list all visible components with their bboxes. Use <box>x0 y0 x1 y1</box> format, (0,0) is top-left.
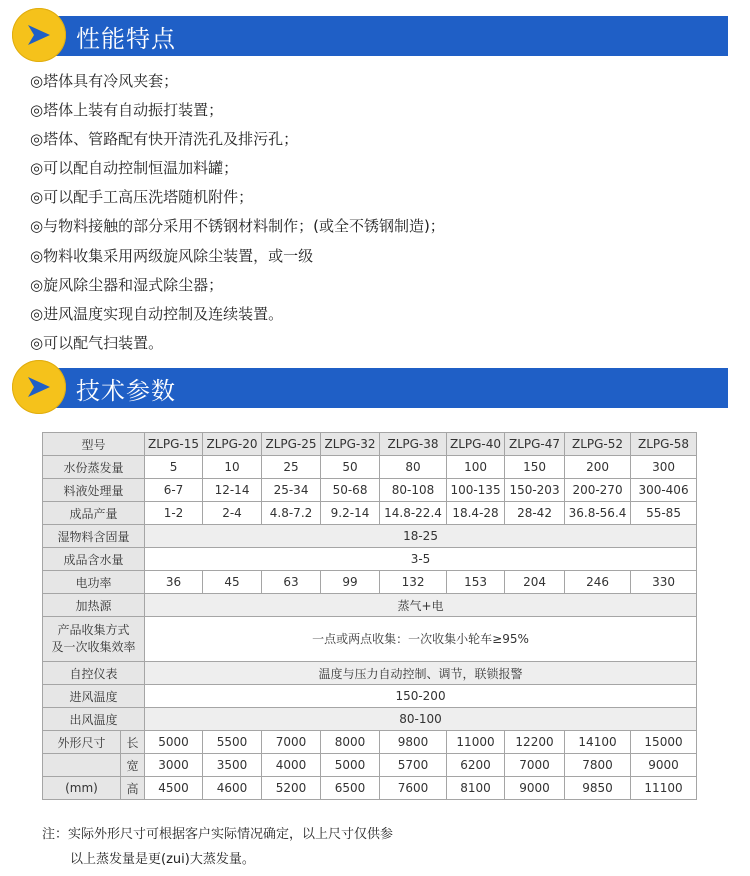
row-label-line: 及一次收集效率 <box>51 640 136 654</box>
table-cell: 1-2 <box>145 502 203 525</box>
table-cell: 15000 <box>631 731 697 754</box>
table-cell: 6-7 <box>145 479 203 502</box>
table-row <box>43 731 697 754</box>
table-cell: 9800 <box>380 731 447 754</box>
row-sublabel: 宽 <box>121 754 145 777</box>
spec-table <box>42 432 697 800</box>
model-cell: ZLPG-40 <box>447 433 505 456</box>
table-row <box>43 617 697 662</box>
table-cell: 5200 <box>262 777 321 800</box>
arrow-badge-icon <box>12 360 66 414</box>
features-header <box>12 8 728 64</box>
model-cell: ZLPG-20 <box>203 433 262 456</box>
row-label: 自控仪表 <box>43 662 145 685</box>
row-label: 进风温度 <box>43 685 145 708</box>
merged-cell: 18-25 <box>145 525 697 548</box>
table-cell: 9000 <box>631 754 697 777</box>
merged-cell: 一点或两点收集：一次收集小轮车≥95% <box>145 617 697 662</box>
merged-cell: 蒸气+电 <box>145 594 697 617</box>
table-cell: 4000 <box>262 754 321 777</box>
model-cell: ZLPG-32 <box>321 433 380 456</box>
table-cell: 7600 <box>380 777 447 800</box>
table-row <box>43 754 697 777</box>
table-cell: 25-34 <box>262 479 321 502</box>
table-cell: 18.4-28 <box>447 502 505 525</box>
table-cell: 7000 <box>505 754 565 777</box>
table-cell: 80-108 <box>380 479 447 502</box>
table-row <box>43 502 697 525</box>
table-cell: 10 <box>203 456 262 479</box>
table-cell: 3000 <box>145 754 203 777</box>
table-cell: 246 <box>565 571 631 594</box>
table-cell: 11000 <box>447 731 505 754</box>
feature-item: ◎与物料接触的部分采用不锈钢材料制作；(或全不锈钢制造)； <box>30 217 445 236</box>
row-label: 加热源 <box>43 594 145 617</box>
table-row <box>43 433 697 456</box>
footnote <box>42 822 393 872</box>
table-cell: 5700 <box>380 754 447 777</box>
table-cell: 25 <box>262 456 321 479</box>
model-cell: ZLPG-52 <box>565 433 631 456</box>
table-cell: 9850 <box>565 777 631 800</box>
table-cell: 9.2-14 <box>321 502 380 525</box>
row-label <box>43 617 145 662</box>
params-header <box>12 360 728 416</box>
table-cell: 28-42 <box>505 502 565 525</box>
row-sublabel: 高 <box>121 777 145 800</box>
table-cell: 330 <box>631 571 697 594</box>
table-row <box>43 662 697 685</box>
table-cell: 4500 <box>145 777 203 800</box>
table-cell: 14.8-22.4 <box>380 502 447 525</box>
table-cell: 150-203 <box>505 479 565 502</box>
table-cell: 45 <box>203 571 262 594</box>
merged-cell: 3-5 <box>145 548 697 571</box>
model-cell: ZLPG-38 <box>380 433 447 456</box>
row-label: (mm) <box>43 777 121 800</box>
section-title: 技术参数 <box>76 377 176 405</box>
row-label: 成品含水量 <box>43 548 145 571</box>
table-cell: 4600 <box>203 777 262 800</box>
table-row <box>43 479 697 502</box>
footnote-line: 以上蒸发量是更(zui)大蒸发量。 <box>70 852 255 867</box>
table-cell: 80 <box>380 456 447 479</box>
table-cell: 12200 <box>505 731 565 754</box>
table-cell: 200 <box>565 456 631 479</box>
table-cell: 6200 <box>447 754 505 777</box>
table-cell: 7000 <box>262 731 321 754</box>
table-row <box>43 708 697 731</box>
table-row <box>43 456 697 479</box>
table-cell: 100-135 <box>447 479 505 502</box>
table-row <box>43 685 697 708</box>
model-cell: ZLPG-25 <box>262 433 321 456</box>
table-cell: 5500 <box>203 731 262 754</box>
table-cell: 99 <box>321 571 380 594</box>
table-cell: 8000 <box>321 731 380 754</box>
row-label: 电功率 <box>43 571 145 594</box>
table-cell: 14100 <box>565 731 631 754</box>
table-cell: 50 <box>321 456 380 479</box>
row-label: 外形尺寸 <box>43 731 121 754</box>
features-list <box>30 67 445 358</box>
table-cell: 100 <box>447 456 505 479</box>
table-cell: 55-85 <box>631 502 697 525</box>
model-cell: ZLPG-58 <box>631 433 697 456</box>
table-cell: 36.8-56.4 <box>565 502 631 525</box>
table-cell: 300 <box>631 456 697 479</box>
arrow-badge-icon <box>12 8 66 62</box>
feature-item: ◎塔体上装有自动振打装置； <box>30 101 224 120</box>
feature-item: ◎可以配气扫装置。 <box>30 333 164 352</box>
table-cell: 8100 <box>447 777 505 800</box>
merged-cell: 80-100 <box>145 708 697 731</box>
row-label: 水份蒸发量 <box>43 456 145 479</box>
row-sublabel: 长 <box>121 731 145 754</box>
feature-item: ◎进风温度实现自动控制及连续装置。 <box>30 304 284 323</box>
feature-item: ◎可以配自动控制恒温加料罐； <box>30 159 239 178</box>
row-label: 成品产量 <box>43 502 145 525</box>
table-cell: 300-406 <box>631 479 697 502</box>
row-label: 料液处理量 <box>43 479 145 502</box>
table-cell: 7800 <box>565 754 631 777</box>
table-cell: 2-4 <box>203 502 262 525</box>
table-cell: 11100 <box>631 777 697 800</box>
row-label-empty <box>43 754 121 777</box>
table-cell: 204 <box>505 571 565 594</box>
footnote-line: 注：实际外形尺寸可根据客户实际情况确定，以上尺寸仅供参 <box>42 827 394 842</box>
feature-item: ◎塔体具有冷风夹套； <box>30 72 179 90</box>
table-cell: 153 <box>447 571 505 594</box>
table-cell: 200-270 <box>565 479 631 502</box>
feature-item: ◎塔体、管路配有快开清洗孔及排污孔； <box>30 130 299 149</box>
table-cell: 63 <box>262 571 321 594</box>
model-cell: ZLPG-15 <box>145 433 203 456</box>
feature-item: ◎物料收集采用两级旋风除尘装置，或一级 <box>30 246 314 265</box>
table-cell: 5 <box>145 456 203 479</box>
table-cell: 132 <box>380 571 447 594</box>
feature-item: ◎旋风除尘器和湿式除尘器； <box>30 275 224 294</box>
table-cell: 36 <box>145 571 203 594</box>
table-cell: 9000 <box>505 777 565 800</box>
table-cell: 4.8-7.2 <box>262 502 321 525</box>
header-label: 型号 <box>43 433 145 456</box>
table-cell: 6500 <box>321 777 380 800</box>
table-cell: 5000 <box>321 754 380 777</box>
model-cell: ZLPG-47 <box>505 433 565 456</box>
table-row <box>43 594 697 617</box>
table-row <box>43 525 697 548</box>
table-cell: 3500 <box>203 754 262 777</box>
table-cell: 50-68 <box>321 479 380 502</box>
row-label: 湿物料含固量 <box>43 525 145 548</box>
table-cell: 5000 <box>145 731 203 754</box>
feature-item: ◎可以配手工高压洗塔随机附件； <box>30 188 254 207</box>
section-title: 性能特点 <box>76 25 176 53</box>
table-row <box>43 777 697 800</box>
merged-cell: 150-200 <box>145 685 697 708</box>
table-cell: 150 <box>505 456 565 479</box>
table-cell: 12-14 <box>203 479 262 502</box>
row-label: 出风温度 <box>43 708 145 731</box>
table-row <box>43 571 697 594</box>
row-label-line: 产品收集方式 <box>57 623 130 637</box>
table-row <box>43 548 697 571</box>
merged-cell: 温度与压力自动控制、调节，联锁报警 <box>145 662 697 685</box>
